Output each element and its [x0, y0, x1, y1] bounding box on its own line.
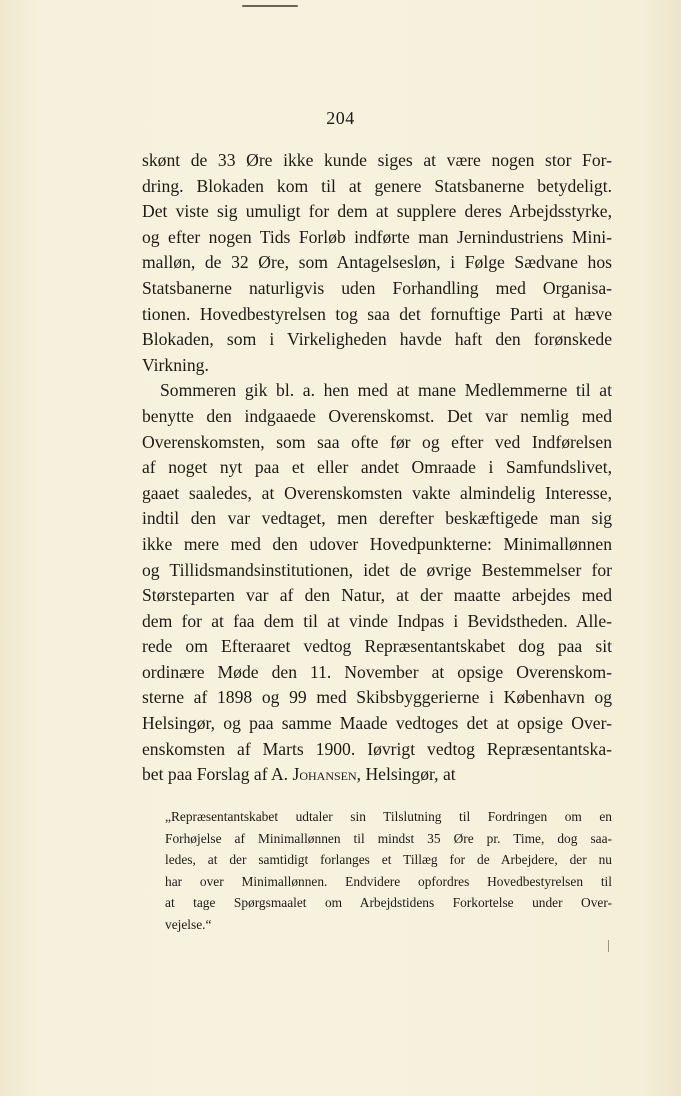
- quote-line: vejelse.“: [165, 916, 212, 932]
- text-line: ikke mere med den udover Hovedpunkterne: Minimallønnen: [142, 533, 612, 554]
- quote-line: „Repræsentantskabet udtaler sin Tilslutning til Fordringen om en: [165, 809, 612, 824]
- final-line-after: , Helsingør, at: [356, 764, 456, 785]
- quote-line: at tage Spørgsmaalet om Arbejdstidens Forkortelse under Over-: [165, 895, 612, 911]
- text-line: Statsbanerne naturligvis uden Forhandling med Organisa-: [142, 277, 612, 298]
- text-line: malløn, de 32 Øre, som Antagelsesløn, i Følge Sædvane hos: [142, 252, 612, 273]
- text-line: Størsteparten var af den Natur, at der maatte arbejdes med: [142, 585, 612, 606]
- quote-line: har over Minimallønnen. Endvidere opfordres Hovedbestyrelsen til: [165, 873, 612, 889]
- text-line: ordinære Møde den 11. November at opsige Overenskom-: [142, 661, 612, 682]
- margin-mark: [608, 940, 609, 952]
- final-line-before: bet paa Forslag af A.: [142, 764, 293, 785]
- text-line: Helsingør, og paa samme Maade vedtoges det at opsige Over-: [142, 713, 612, 734]
- text-line: dring. Blokaden kom til at genere Statsbanerne betydeligt.: [142, 175, 612, 196]
- text-line: benytte den indgaaede Overenskomst. Det var nemlig med: [142, 405, 612, 426]
- quote-line: Forhøjelse af Minimallønnen til mindst 35 Øre pr. Time, dog saa-: [165, 830, 612, 846]
- text-line: Blokaden, som i Virkeligheden havde haft den forønskede: [142, 329, 612, 350]
- text-line: rede om Efteraaret vedtog Repræsentantskabet dog paa sit: [142, 636, 612, 657]
- text-line: skønt de 33 Øre ikke kunde siges at være nogen stor For-: [142, 150, 612, 170]
- page-number: 204: [326, 108, 355, 128]
- text-line: enskomsten af Marts 1900. Iøvrigt vedtog Repræsentantska-: [142, 738, 612, 759]
- text-line: tionen. Hovedbestyrelsen tog saa det fornuftige Parti at hæve: [142, 303, 612, 324]
- text-line: sterne af 1898 og 99 med Skibsbyggerierne i København og: [142, 687, 612, 708]
- text-line: af noget nyt paa et eller andet Omraade i Samfundslivet,: [142, 457, 612, 478]
- quote-line: ledes, at der samtidigt forlanges et Tillæg for de Arbejdere, der nu: [165, 852, 612, 868]
- text-line: indtil den var vedtaget, men derefter beskæftigede man sig: [142, 508, 612, 529]
- text-line: Sommeren gik bl. a. hen med at mane Medlemmerne til at: [160, 380, 612, 401]
- top-edge-mark: [242, 5, 298, 7]
- text-line: Overenskomsten, som saa ofte før og efter ved Indførelsen: [142, 431, 612, 452]
- text-line: og efter nogen Tids Forløb indførte man Jernindustriens Mini-: [142, 226, 612, 247]
- text-line: dem for at faa dem til at vinde Indpas i Bevidstheden. Alle-: [142, 610, 612, 631]
- text-line: og Tillidsmandsinstitutionen, idet de øvrige Bestemmelser for: [142, 559, 612, 580]
- body-text: [142, 148, 612, 788]
- resolution-quote: [165, 806, 612, 936]
- text-line: Virkning.: [142, 354, 209, 375]
- text-line: gaaet saaledes, at Overenskomsten vakte almindelig Interesse,: [142, 482, 612, 503]
- text-line-final: [142, 762, 612, 788]
- text-line: Det viste sig umuligt for dem at supplere deres Arbejdsstyrke,: [142, 201, 612, 222]
- author-name: Johansen: [292, 764, 357, 785]
